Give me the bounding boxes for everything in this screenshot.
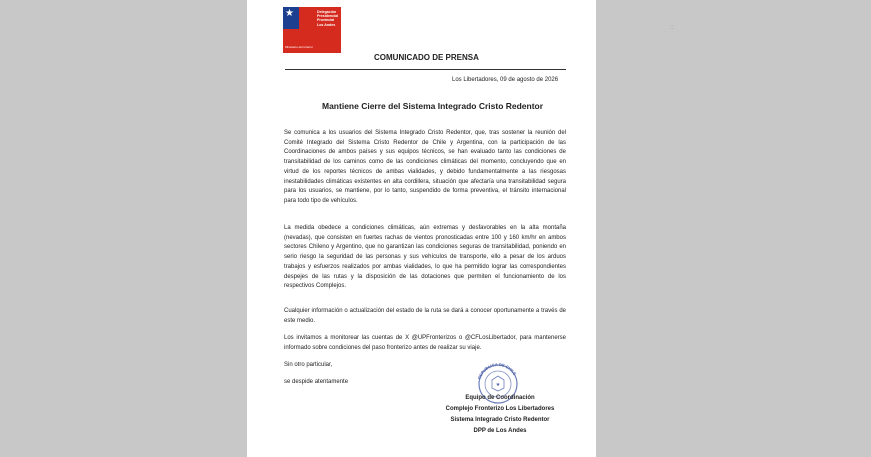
paragraph-1: Se comunica a los usuarios del Sistema Integrado Cristo Redentor, que, tras sostener la reunión del Comité Integrado del Sistema Cristo Redentor de Chile y Argentina, con la participación de las Coordinaciones de ambos países y sus equipos técnicos, se han evaluado tanto las condiciones de transitabilidad de los caminos como de las condiciones climáticas del momento, concluyendo que en virtud de los reportes técnicos de ambas vialidades, y debido fundamentalmente a las riesgosas inestabilidades climáticas existentes en alta cordillera, situación que afectaría una transitabilidad segura para los usuarios, se mantiene, por lo tanto, suspendido de forma preventiva, el tránsito internacional para todo tipo de vehículos. [284, 130, 566, 204]
document-title: Mantiene Cierre del Sistema Integrado Cristo Redentor [322, 101, 544, 111]
signature-line-1: Equipo de Coordinación [465, 395, 535, 401]
heading-divider [285, 69, 566, 70]
seal-text: REPUBLICA DE CHILE [476, 361, 518, 380]
signature-line-3: Sistema Integrado Cristo Redentor [450, 417, 550, 423]
signature-line-4: DPP de Los Andes [473, 428, 527, 434]
paragraph-3: Cualquier información o actualización del estado de la ruta se dará a conocer oportunamente a través de este medio. [284, 308, 566, 324]
document-date: Los Libertadores, 09 de agosto de 2026 [452, 77, 559, 83]
logo-subtext: Ministerio del Interior [285, 45, 313, 49]
logo-red-block [299, 7, 341, 29]
star-icon: ★ [285, 8, 294, 19]
closing-line: Sin otro particular, [284, 362, 333, 368]
svg-text:★: ★ [495, 382, 501, 388]
paragraph-2: La medida obedece a condiciones climáticas, aún extremas y desfavorables en la alta montaña (nevadas), que consisten en fuertes rachas de vientos pronosticadas entre 100 y 160 km/hr en ambos sectores Chileno y Argentino, que no garantizan las condiciones seguras de transitabilidad, poniendo en serio riesgo la seguridad de las personas y sus vehículos de transporte, ello a pesar de los arduos trabajos y esfuerzos realizados por ambas vialidades, lo que ha permitido lograr las correspondientes despejes de las rutas y la disposición de las dotaciones que permiten el funcionamiento de los respectivos Complejos. [284, 225, 566, 290]
logo-blue-block [283, 7, 299, 29]
farewell-line: se despide atentamente [284, 379, 349, 385]
logo-bottom-block [283, 29, 341, 53]
paragraph-4: Los invitamos a monitorear las cuentas de X @UPFronterizos o @CFLosLibertador, para mantenerse informado sobre condiciones del paso fronterizo antes de realizar su viaje. [284, 335, 566, 351]
document-heading: COMUNICADO DE PRENSA [374, 53, 479, 62]
decorative-dot: :: [670, 25, 674, 31]
logo-text: Delegación Presidencial Provincial Los Andes [317, 10, 339, 27]
signature-line-2: Complejo Fronterizo Los Libertadores [445, 406, 555, 412]
government-logo [283, 7, 341, 53]
